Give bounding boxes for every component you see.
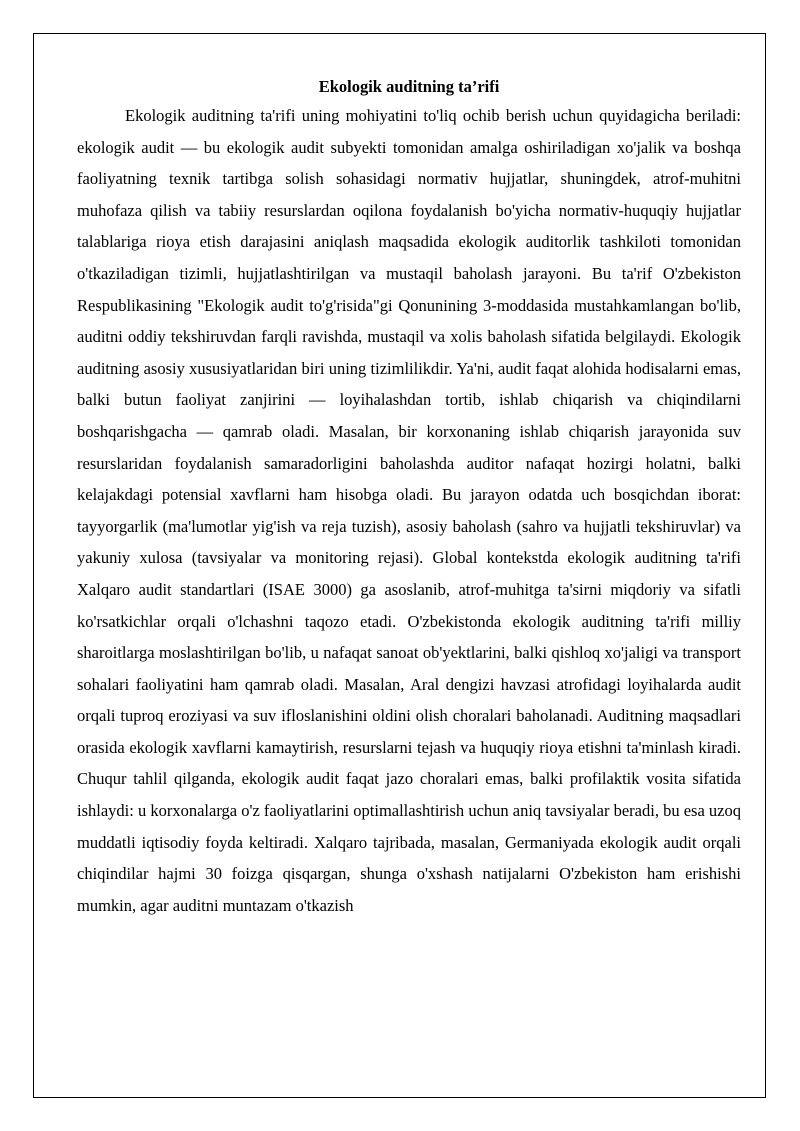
document-title: Ekologik auditning ta’rifi bbox=[318, 77, 500, 96]
document-content bbox=[77, 76, 741, 921]
document-paragraph: Ekologik auditning ta'rifi uning mohiyatini to'liq ochib berish uchun quyidagicha beriladi: ekologik audit — bu ekologik audit subyekti tomonidan amalga oshiriladigan xo'jalik va boshqa faoliyatning texnik tartibga solish sohasidagi normativ hujjatlar, shuningdek, atrof-muhitni muhofaza qilish va tabiiy resurslardan oqilona foydalanish bo'yicha normativ-huquqiy hujjatlar talablariga rioya etish darajasini aniqlash maqsadida ekologik auditorlik tashkiloti tomonidan o'tkaziladigan tizimli, hujjatlashtirilgan va mustaqil baholash jarayoni. Bu ta'rif O'zbekiston Respublikasining "Ekologik audit to'g'risida"gi Qonunining 3-moddasida mustahkamlangan bo'lib, auditni oddiy tekshiruvdan farqli ravishda, mustaqil va xolis baholash sifatida belgilaydi. Ekologik auditning asosiy xususiyatlaridan biri uning tizimlilikdir. Ya'ni, audit faqat alohida hodisalarni emas, balki butun faoliyat zanjirini — loyihalashdan tortib, ishlab chiqarish va chiqindilarni boshqarishgacha — qamrab oladi. Masalan, bir korxonaning ishlab chiqarish jarayonida suv resurslaridan foydalanish samaradorligini baholashda auditor nafaqat hozirgi holatni, balki kelajakdagi potensial xavflarni ham hisobga oladi. Bu jarayon odatda uch bosqichdan iborat: tayyorgarlik (ma'lumotlar yig'ish va reja tuzish), asosiy baholash (sahro va hujjatli tekshiruvlar) va yakuniy xulosa (tavsiyalar va monitoring rejasi). Global kontekstda ekologik auditning ta'rifi Xalqaro audit standartlari (ISAE 3000) ga asoslanib, atrof-muhitga ta'sirni miqdoriy va sifatli ko'rsatkichlar orqali o'lchashni taqozo etadi. O'zbekistonda ekologik auditning ta'rifi milliy sharoitlarga moslashtirilgan bo'lib, u nafaqat sanoat ob'yektlarini, balki qishloq xo'jaligi va transport sohalari faoliyatini ham qamrab oladi. Masalan, Aral dengizi havzasi atrofidagi loyihalarda audit orqali tuproq eroziyasi va suv ifloslanishini oldini olish choralari baholanadi. Auditning maqsadlari orasida ekologik xavflarni kamaytirish, resurslarni tejash va huquqiy rioya etishni ta'minlash kiradi. Chuqur tahlil qilganda, ekologik audit faqat jazo choralari emas, balki profilaktik vosita sifatida ishlaydi: u korxonalarga o'z faoliyatlarini optimallashtirish uchun aniq tavsiyalar beradi, bu esa uzoq muddatli iqtisodiy foyda keltiradi. Xalqaro tajribada, masalan, Germaniyada ekologik audit orqali chiqindilar hajmi 30 foizga qisqargan, shunga o'xshash natijalarni O'zbekiston ham erishishi mumkin, agar auditni muntazam o'tkazish bbox=[77, 106, 741, 915]
